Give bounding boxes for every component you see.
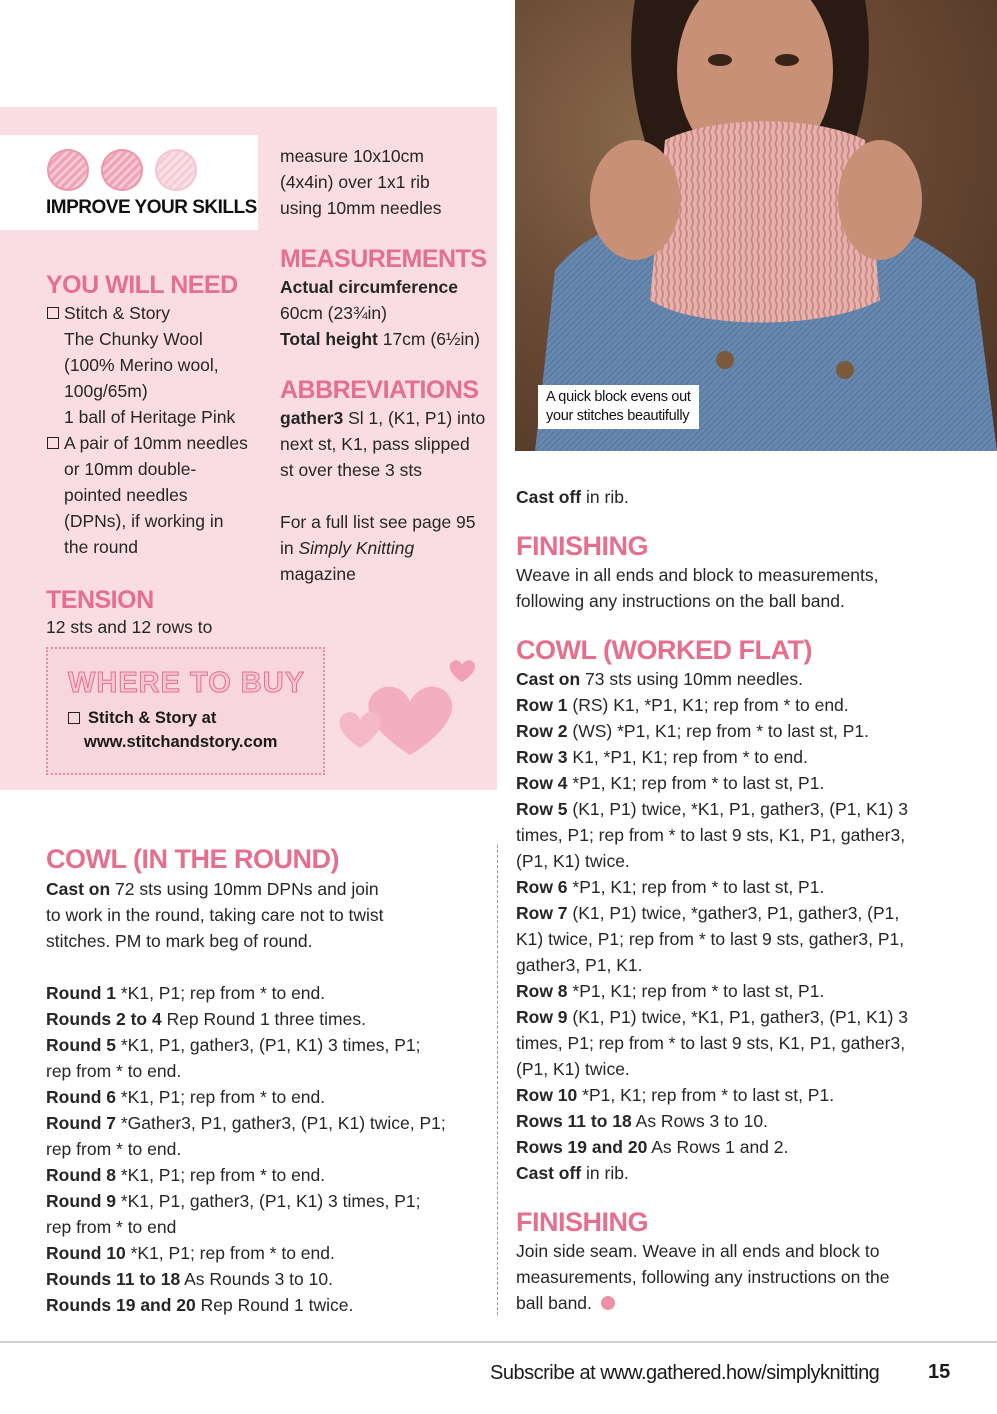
- model-photo: [515, 0, 997, 451]
- pattern-row: Row 9 (K1, P1) twice, *K1, P1, gather3, (P1, K1) 3 times, P1; rep from * to last 9 sts, K1, P1, gather3, (P1, K1) twice.: [516, 1007, 908, 1079]
- finishing-heading-2: FINISHING: [516, 1207, 649, 1237]
- material-item: Stitch & Story The Chunky Wool (100% Merino wool, 100g/65m) 1 ball of Heritage Pink: [46, 300, 261, 430]
- pattern-row: Row 5 (K1, P1) twice, *K1, P1, gather3, (P1, K1) 3 times, P1; rep from * to last 9 sts, K1, P1, gather3, (P1, K1) twice.: [516, 799, 908, 871]
- pattern-row: Round 6 *K1, P1; rep from * to end.: [46, 1087, 326, 1107]
- you-will-need-heading: YOU WILL NEED: [46, 271, 238, 299]
- checkbox-icon: [68, 712, 80, 724]
- measurements-text: Actual circumference 60cm (23¾in) Total height 17cm (6½in): [280, 277, 480, 349]
- cowl-round-heading: COWL (IN THE ROUND): [46, 844, 339, 874]
- cowl-flat-heading: COWL (WORKED FLAT): [516, 635, 812, 665]
- pattern-row: Rows 11 to 18 As Rows 3 to 10.: [516, 1111, 768, 1131]
- pattern-row: Round 7 *Gather3, P1, gather3, (P1, K1) twice, P1; rep from * to end.: [46, 1113, 446, 1159]
- column-divider: [497, 845, 498, 1315]
- pattern-row: Rounds 11 to 18 As Rounds 3 to 10.: [46, 1269, 333, 1289]
- checkbox-icon: [47, 307, 59, 319]
- yarn-ball-icon: [155, 149, 197, 191]
- subscribe-link[interactable]: Subscribe at www.gathered.how/simplyknitting: [490, 1362, 880, 1384]
- pattern-row: Row 4 *P1, K1; rep from * to last st, P1.: [516, 773, 825, 793]
- pattern-row: Round 9 *K1, P1, gather3, (P1, K1) 3 times, P1; rep from * to end: [46, 1191, 421, 1237]
- pattern-row: Row 10 *P1, K1; rep from * to last st, P1.: [516, 1085, 835, 1105]
- hearts-decoration-icon: [330, 650, 490, 760]
- material-item: A pair of 10mm needles or 10mm double- pointed needles (DPNs), if working in the round: [46, 430, 261, 560]
- page-number: 15: [928, 1361, 951, 1383]
- yarn-ball-icon: [47, 149, 89, 191]
- footer-rule: [0, 1341, 997, 1343]
- flat-rows: [516, 692, 976, 1160]
- photo-illustration: [515, 0, 997, 451]
- pattern-row: Row 7 (K1, P1) twice, *gather3, P1, gather3, (P1, K1) twice, P1; rep from * to last 9 sts, gather3, P1, gather3, P1, K1.: [516, 903, 905, 975]
- tension-heading: TENSION: [46, 586, 154, 614]
- skill-level-box: [0, 135, 258, 230]
- pattern-row: Row 8 *P1, K1; rep from * to last st, P1.: [516, 981, 825, 1001]
- pattern-row: Rounds 2 to 4 Rep Round 1 three times.: [46, 1009, 366, 1029]
- where-to-buy-heading: WHERE TO BUY: [68, 667, 306, 699]
- pattern-row: Row 6 *P1, K1; rep from * to last st, P1.: [516, 877, 825, 897]
- pattern-row: Round 1 *K1, P1; rep from * to end.: [46, 983, 326, 1003]
- pattern-row: Rows 19 and 20 As Rows 1 and 2.: [516, 1137, 789, 1157]
- pattern-row: Round 10 *K1, P1; rep from * to end.: [46, 1243, 335, 1263]
- yarn-end-icon: [601, 1296, 615, 1310]
- pattern-row: Rounds 19 and 20 Rep Round 1 twice.: [46, 1295, 354, 1315]
- tension-continued: measure 10x10cm (4x4in) over 1x1 rib using 10mm needles: [280, 146, 442, 218]
- finishing-heading: FINISHING: [516, 531, 649, 561]
- pattern-row: Round 5 *K1, P1, gather3, (P1, K1) 3 times, P1; rep from * to end.: [46, 1035, 421, 1081]
- abbreviations-heading: ABBREVIATIONS: [280, 376, 479, 404]
- tension-text: 12 sts and 12 rows to: [46, 617, 213, 637]
- checkbox-icon: [47, 437, 59, 449]
- right-column: Cast off in rib. FINISHING Weave in all ends and block to measurements, following any instructions on the ball band. COWL (WORKED FLAT) Cast on 73 sts using 10mm needles. Row 1 (RS) K1, *P1, K1; rep from * to end. Row 2 (WS) *P1, K1; rep from * to last st, P1. Row 3 K1, *P1, K1; rep from * to end. Row 4 *P1, K1; rep from * to last st, P1. Row 5 (K1, P1) twice, *K1, P1, gather3, (P1, K1) 3 times, P1; rep from * to last 9 sts, K1, P1, gather3, (P1, K1) twice. Row 6 *P1, K1; rep from * to last st, P1. Row 7 (K1, P1) twice, *gather3, P1, gather3, (P1, K1) twice, P1; rep from * to last 9 sts, gather3, P1, gather3, P1, K1. Row 8 *P1, K1; rep from * to last st, P1. Row 9 (K1, P1) twice, *K1, P1, gather3, (P1, K1) 3 times, P1; rep from * to last 9 sts, K1, P1, gather3, (P1, K1) twice. Row 10 *P1, K1; rep from * to last st, P1. Rows 11 to 18 As Rows 3 to 10. Rows 19 and 20 As Rows 1 and 2. Cast off in rib. FINISHING Join side seam. Weave in all ends and block to measurements, following any instructions on the ball band.: [516, 484, 976, 1316]
- where-to-buy-text: Stitch & Story at www.stitchandstory.com: [84, 709, 278, 751]
- photo-caption: A quick block evens out your stitches beautifully: [538, 385, 699, 429]
- measurements-heading: MEASUREMENTS: [280, 245, 487, 273]
- pattern-row: Row 3 K1, *P1, K1; rep from * to end.: [516, 747, 808, 767]
- materials-list: [46, 300, 261, 560]
- yarn-ball-icon: [101, 149, 143, 191]
- where-to-buy-box: [46, 647, 325, 775]
- abbreviations-text: gather3 Sl 1, (K1, P1) into next st, K1, pass slipped st over these 3 sts For a full list see page 95 in Simply Knitting magazine: [280, 408, 486, 584]
- round-rows: [46, 980, 491, 1318]
- pattern-row: Row 1 (RS) K1, *P1, K1; rep from * to end.: [516, 695, 849, 715]
- pattern-row: Round 8 *K1, P1; rep from * to end.: [46, 1165, 326, 1185]
- skill-level-label: IMPROVE YOUR SKILLS: [46, 197, 257, 218]
- pattern-row: Row 2 (WS) *P1, K1; rep from * to last st, P1.: [516, 721, 870, 741]
- cowl-round-pattern: Cast on 72 sts using 10mm DPNs and join to work in the round, taking care not to twist stitches. PM to mark beg of round. Round 1 *K1, P1; rep from * to end. Rounds 2 to 4 Rep Round 1 three times. Round 5 *K1, P1, gather3, (P1, K1) 3 times, P1; rep from * to end. Round 6 *K1, P1; rep from * to end. Round 7 *Gather3, P1, gather3, (P1, K1) twice, P1; rep from * to end. Round 8 *K1, P1; rep from * to end. Round 9 *K1, P1, gather3, (P1, K1) 3 times, P1; rep from * to end Round 10 *K1, P1; rep from * to end. Rounds 11 to 18 As Rounds 3 to 10. Rounds 19 and 20 Rep Round 1 twice.: [46, 876, 491, 1318]
